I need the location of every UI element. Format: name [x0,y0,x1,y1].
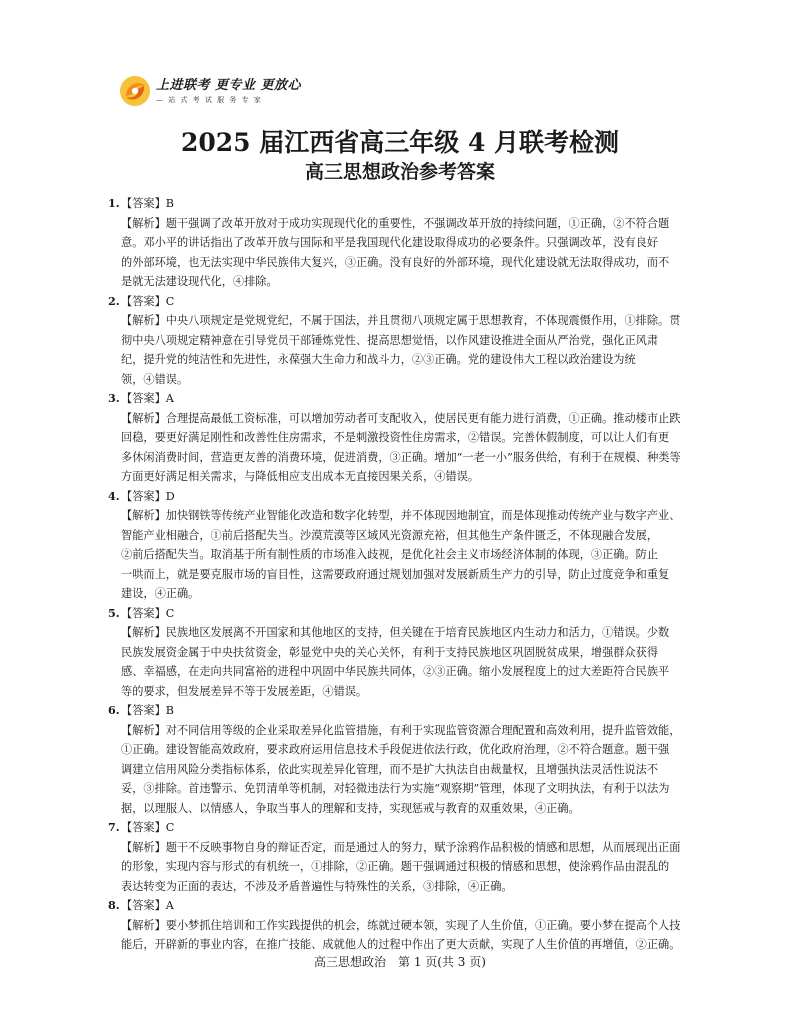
explanation-line: 据，以理服人、以情感人，争取当事人的理解和支持，实现惩戒与教育的双重效果，④正确。 [121,801,580,815]
answer-line [108,896,693,916]
answer-list [108,194,693,955]
explanation-line: 建设，④正确。 [121,587,200,600]
brand-subslogan: — 站 式 考 试 服 务 专 家 [156,95,263,104]
explanation-line: 【解析】中央八项规定是党规党纪，不属于国法，并且贯彻八项规定属于思想教育，不体现震慑作用，①排除。贯 [121,314,681,327]
question-number: 1. [108,196,120,210]
explanation-line: 调建立信用风险分类指标体系，依此实现差异化管理，而不是扩大执法自由裁量权，且增强执法灵活性说法不 [121,762,659,776]
question-block [108,194,693,292]
answer-line [108,818,693,838]
question-number: 4. [108,488,120,503]
explanation-line: 妥，③排除。首违警示、免罚清单等机制，对轻微违法行为实施“观察期”管理，体现了文明执法，有利于以法为 [121,782,670,795]
brand-slogan: 上进联考 更专业 更放心 [156,77,302,93]
explanation-line: 方面更好满足相关需求，与降低相应支出成本无直接因果关系，④错误。 [121,470,480,483]
explanation-line: 意。邓小平的讲话指出了改革开放与国际和平是我国现代化建设取得成功的必要条件。只强调改革，没有良好 [121,236,659,249]
question-block [108,487,693,604]
explanation-line: 【解析】题干强调了改革开放对于成功实现现代化的重要性，不强调改革开放的持续问题，①正确，②不符合题 [121,216,670,230]
page-footer: 高三思想政治 第 1 页(共 3 页) [314,955,486,969]
explanation-line: 的外部环境，也无法实现中华民族伟大复兴，③正确。没有良好的外部环境，现代化建设就无法取得成功，而不 [121,255,670,269]
explanation-line: ②前后搭配失当。取消基于所有制性质的市场准入歧视，是优化社会主义市场经济体制的体现，③正确。防止 [121,548,659,561]
document-subtitle: 高三思想政治参考答案 [304,161,495,183]
question-block [108,604,693,702]
explanation-line: 【解析】题干不反映事物自身的辩证否定，而是通过人的努力，赋予涂鸦作品积极的情感和思想，从而展现出正面 [121,840,681,854]
question-block [108,701,693,818]
answer-line [108,292,693,312]
answer-key: 【答案】C [121,606,175,620]
explanation-line: ①正确。建设智能高效政府，要求政府运用信息技术手段促进依法行政，优化政府治理，②不符合题意。题干强 [121,743,670,756]
answer-line [108,194,693,214]
explanation-line: 【解析】合理提高最低工资标准，可以增加劳动者可支配收入，使居民更有能力进行消费，①正确。推动楼市止跌 [121,411,681,425]
explanation-line: 多休闲消费时间，营造更友善的消费环境，促进消费，③正确。增加“一老一小”服务供给，有利于在规模、种类等 [121,450,681,464]
question-block [108,389,693,487]
explanation-line: 表达转变为正面的表达，不涉及矛盾普遍性与特殊性的关系，③排除，④正确。 [121,879,513,893]
explanation-line: 民族发展资金属于中央扶贫资金，彰显党中央的关心关怀，有利于支持民族地区巩固脱贫成果，增强群众获得 [121,645,659,659]
question-block [108,292,693,390]
document-title: 2025 届江西省高三年级 4 月联考检测 [180,128,620,157]
question-number: 6. [108,703,120,717]
explanation-line: 【解析】加快钢铁等传统产业智能化改造和数字化转型，并不体现因地制宜，而是体现推动传统产业与数字产业、 [121,509,681,522]
explanation-line: 彻中央八项规定精神意在引导党员干部锤炼党性、提高思想觉悟，以作风建设推进全面从严治党，强化正风肃 [121,333,659,347]
question-block [108,896,693,955]
brand-swirl-icon [118,74,152,108]
answer-key: 【答案】C [121,294,175,308]
answer-line [108,389,693,409]
answer-key: 【答案】B [121,704,174,717]
answer-key: 【答案】B [121,197,174,210]
question-block [108,818,693,896]
brand-logo [118,74,301,108]
explanation-line: 【解析】要小梦抓住培训和工作实践提供的机会，练就过硬本领，实现了人生价值，①正确。要小梦在提高个人技 [121,918,681,932]
explanation-line: 能后，开辟新的事业内容，在推广技能、成就他人的过程中作出了更大贡献，实现了人生价值的再增值，②正确。 [121,938,681,951]
answer-key: 【答案】A [121,899,174,912]
explanation-line: 【解析】对不同信用等级的企业采取差异化监管措施，有利于实现监管资源合理配置和高效利用，提升监管效能， [121,723,681,737]
explanation-line: 等的要求，但发展差异不等于发展差距，④错误。 [121,684,368,698]
answer-line [108,604,693,624]
answer-key: 【答案】C [121,821,175,834]
explanation-line: 纪，提升党的纯洁性和先进性，永葆强大生命力和战斗力，②③正确。党的建设伟大工程以政治建设为统 [121,353,636,366]
answer-key: 【答案】D [121,489,175,503]
answer-line [108,487,693,507]
question-number: 5. [108,605,120,620]
question-number: 7. [108,820,120,834]
question-number: 3. [108,391,120,405]
explanation-line: 感、幸福感，在走向共同富裕的进程中巩固中华民族共同体，②③正确。缩小发展程度上的过大差距符合民族平 [121,665,670,678]
explanation-line: 是就无法建设现代化，④排除。 [121,275,278,288]
explanation-line: 的形象，实现内容与形式的有机统一，①排除，②正确。题干强调通过积极的情感和思想，使涂鸦作品由混乱的 [121,860,670,873]
question-number: 8. [108,898,120,912]
explanation-line: 回稳，要更好满足刚性和改善性住房需求，不是刺激投资性住房需求，②错误。完善休假制度，可以让人们有更 [121,431,670,444]
answer-key: 【答案】A [121,392,174,405]
answer-line [108,701,693,721]
brand-text [156,78,301,105]
explanation-line: 一哄而上，就是要克服市场的盲目性，这需要政府通过规划加强对发展新质生产力的引导，防止过度竞争和重复 [121,567,670,581]
explanation-line: 智能产业相融合，①前后搭配失当。沙漠荒漠等区域风光资源充裕，但其他生产条件匮乏，不体现融合发展， [121,528,659,542]
question-number: 2. [108,293,120,308]
explanation-line: 【解析】民族地区发展离不开国家和其他地区的支持，但关键在于培育民族地区内生动力和活力，①错误。少数 [121,626,670,639]
explanation-line: 领，④错误。 [121,372,189,386]
